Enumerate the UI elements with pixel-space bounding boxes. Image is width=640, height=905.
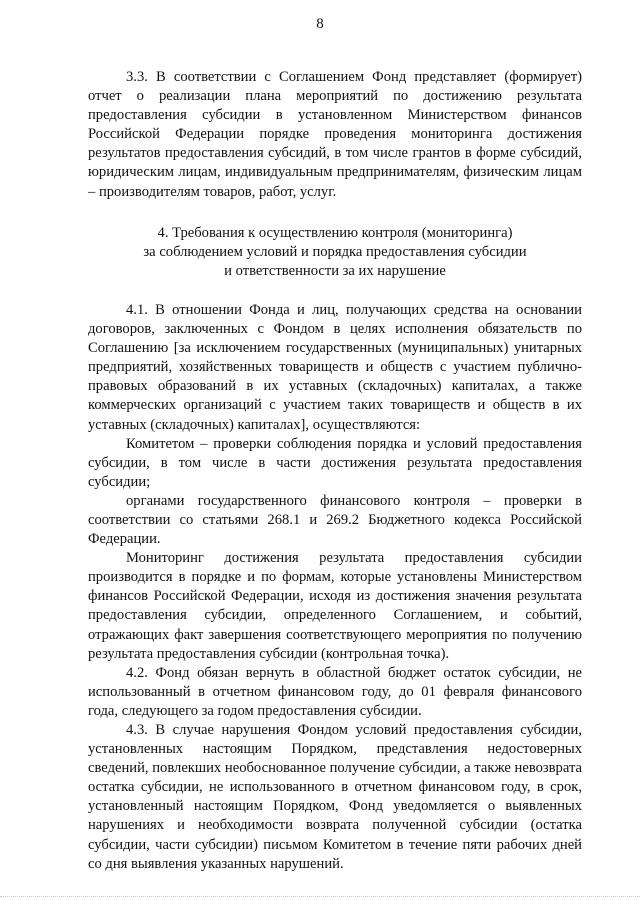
paragraph-4-1-committee: Комитетом – проверки соблюдения порядка и условий предоставления субсидии, в том числе в части достижения результата предоставления субсидии; <box>88 435 582 490</box>
heading-line-3: и ответственности за их нарушение <box>224 262 446 279</box>
heading-line-2: за соблюдением условий и порядка предоставления субсидии <box>143 243 527 260</box>
section-4-heading <box>88 224 582 281</box>
paragraph-3-3: 3.3. В соответствии с Соглашением Фонд представляет (формирует) отчет о реализации плана мероприятий по достижению результата предоставления субсидии в установленном Министерством финансов Российской Федерации порядке проведения мониторинга достижения результатов предоставления субсидий, в том числе грантов в форме субсидий, юридическим лицам, индивидуальным предпринимателям, физическим лицам – производителям товаров, работ, услуг. <box>88 69 582 200</box>
paragraph-4-1-intro: 4.1. В отношении Фонда и лиц, получающих средства на основании договоров, заключенных с Фондом в целях исполнения обязательств по Соглашению [за исключением государственных (муниципальных) унитарных предприятий, хозяйственных товариществ и обществ с участием публично-правовых образований в их уставных (складочных) капиталах, а также коммерческих организаций с участием таких товариществ и обществ в их уставных (складочных) капиталах], осуществляются: <box>88 301 582 433</box>
scan-bottom-edge <box>0 896 640 898</box>
heading-line-1: 4. Требования к осуществлению контроля (мониторинга) <box>157 224 513 241</box>
paragraph-4-3: 4.3. В случае нарушения Фондом условий предоставления субсидии, установленных настоящим Порядком, представления недостоверных сведений, повлекших необоснованное получение субсидии, а также невозврата остатка субсидии, не использованного в отчетном финансовом году, в срок, установленный настоящим Порядком, Фонд уведомляется о выявленных нарушениях и необходимости возврата полученной субсидии (остатка субсидии, части субсидии) письмом Комитетом в течение пяти рабочих дней со дня выявления указанных нарушений. <box>88 722 582 872</box>
page-number: 8 <box>316 16 324 32</box>
paragraph-4-2: 4.2. Фонд обязан вернуть в областной бюджет остаток субсидии, не использованный в отчетном финансовом году, до 01 февраля финансового года, следующего за годом предоставления субсидии. <box>88 664 582 719</box>
paragraph-4-1-control-bodies: органами государственного финансового контроля – проверки в соответствии со статьями 268.1 и 269.2 Бюджетного кодекса Российской Федерации. <box>88 492 582 548</box>
document-body <box>88 68 582 874</box>
paragraph-4-1-monitoring: Мониторинг достижения результата предоставления субсидии производится в порядке и по формам, которые установлены Министерством финансов Российской Федерации, исходя из достижения значения результата предоставления субсидии, определенного Соглашением, и событий, отражающих факт завершения соответствующего мероприятия по получению результата предоставления субсидии (контрольная точка). <box>88 550 582 662</box>
